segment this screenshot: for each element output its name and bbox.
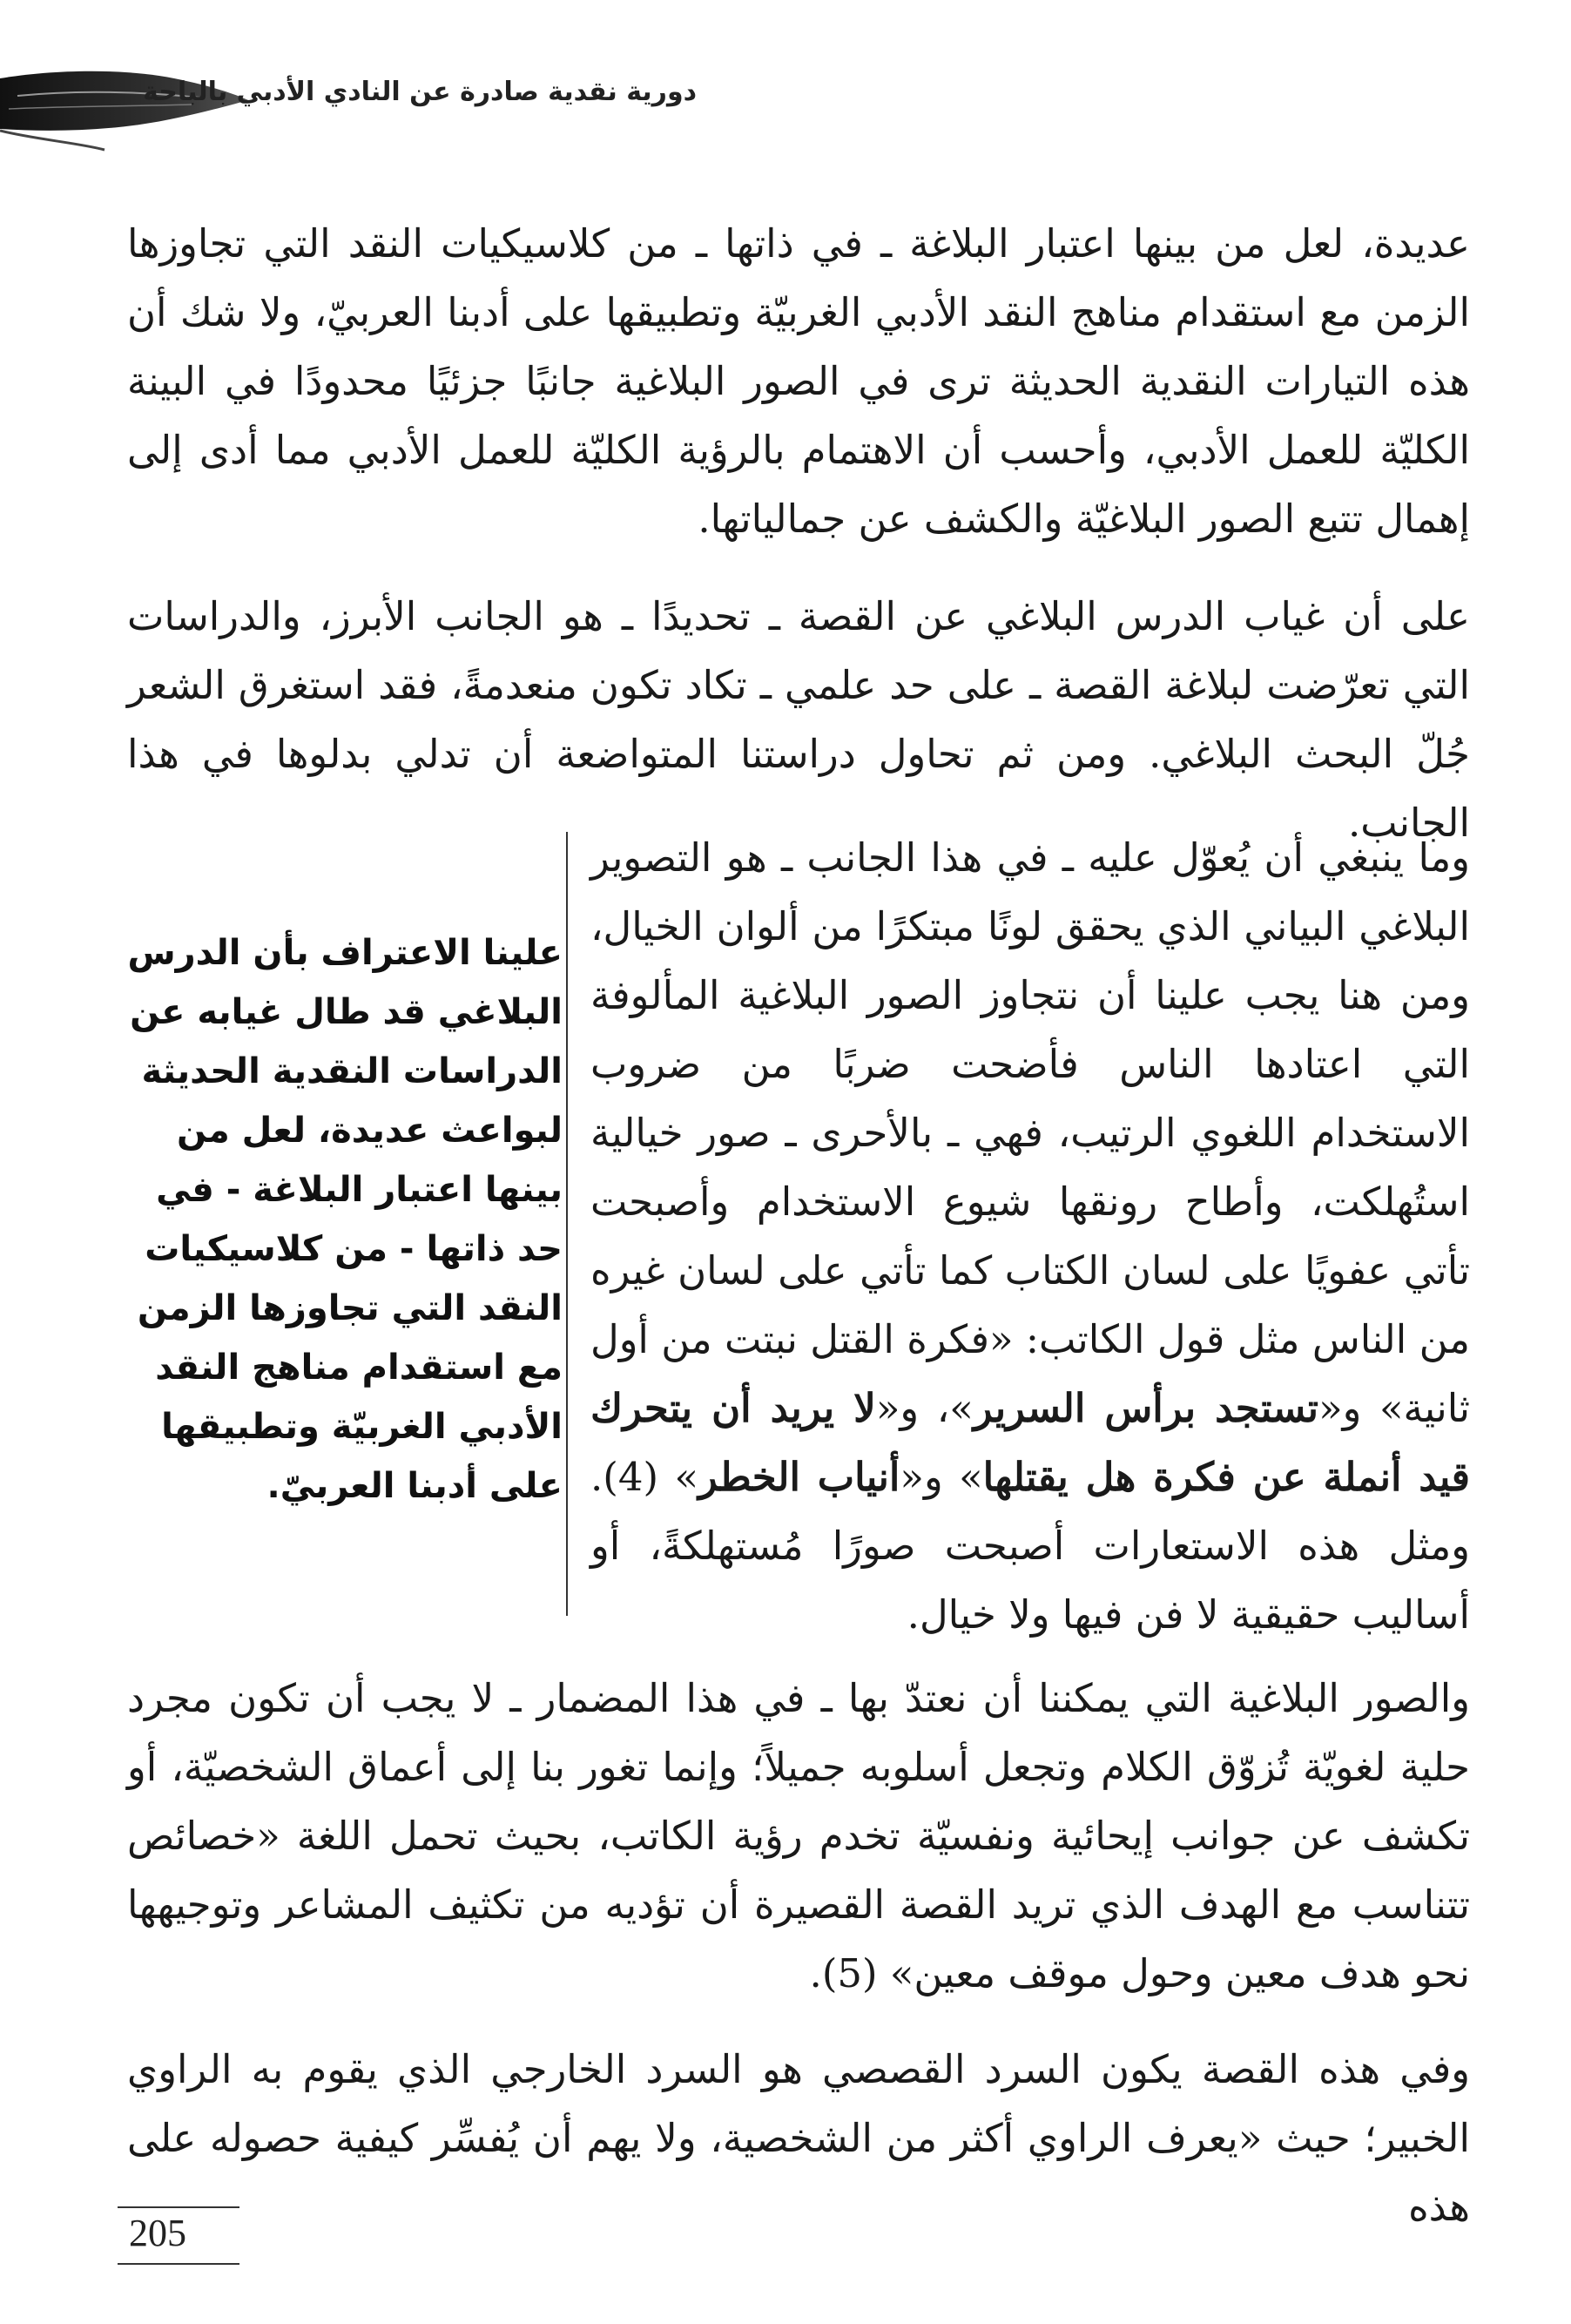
bold-quote: أنياب الخطر (698, 1454, 900, 1500)
paragraph-text: والصور البلاغية التي يمكننا أن نعتدّ بها ـ في هذا المضمار ـ لا يجب أن تكون مجرد حلية لغويّة تُزوّق الكلام وتجعل أسلوبه جميلاً؛ وإنما تغور بنا إلى أعماق الشخصيّة، أو تكشف عن جوانب إيحائية ونفسيّة تخدم رؤية الكاتب، بحيث تحمل اللغة «خصائص تتناسب مع الهدف الذي تريد القصة القصيرة أن تؤديه من تكثيف المشاعر وتوجيهها نحو هدف معين وحول موقف معين» (5). (127, 1675, 1470, 1996)
paragraph-text-part: » (4). ومثل هذه الاستعارات أصبحت صورًا مُستهلكةً، أو أساليب حقيقية لا فن فيها ولا خيال. (590, 1454, 1470, 1638)
page-header (0, 52, 1571, 157)
paragraph-text-part: وما ينبغي أن يُعوّل عليه ـ في هذا الجانب ـ هو التصوير البلاغي البياني الذي يحقق لونًا مبتكرًا من ألوان الخيال، ومن هنا يجب علينا أن نتجاوز الصور البلاغية المألوفة التي اعتادها الناس فأضحت ضربًا من ضروب الاستخدام اللغوي الرتيب، فهي ـ بالأحرى ـ صور خيالية استُهلكت، وأطاح رونقها شيوع الاستخدام وأصبحت تأتي عفويًا على لسان الكتاب كما تأتي على لسان غيره من الناس مثل قول الكاتب: «فكرة القتل نبتت من أول ثانية» و« (590, 834, 1470, 1431)
bold-quote: تستجد برأس السرير (973, 1385, 1319, 1431)
pullquote: علينا الاعتراف بأن الدرس البلاغي قد طال غيابه عن الدراسات النقدية الحديثة لبواعث عديدة، لعل من بينها اعتبار البلاغة - في حد ذاتها - من كلاسيكيات النقد التي تجاوزها الزمن مع استقدام مناهج النقد الأدبي الغربيّة وتطبيقها على أدبنا العربيّ. (127, 933, 563, 1506)
paragraph-5 (127, 2035, 1470, 2241)
journal-header-title: دورية نقدية صادرة عن النادي الأدبي بالباحة (143, 77, 697, 107)
page-number-rule-bottom (118, 2263, 239, 2265)
page-number: 205 (129, 2212, 186, 2254)
paragraph-text: وفي هذه القصة يكون السرد القصصي هو السرد الخارجي الذي يقوم به الراوي الخبير؛ حيث «يعرف الراوي أكثر من الشخصية، ولا يهم أن يُفسِّر كيفية حصوله على هذه (127, 2046, 1470, 2230)
paragraph-text-part: » و« (900, 1454, 983, 1500)
paragraph-3 (590, 823, 1470, 1649)
bold-quote: لا يريد أن يتحرك قيد أنملة عن فكرة هل يقتلها (590, 1385, 1470, 1500)
two-column-section (127, 823, 1470, 1651)
paragraph-1 (127, 209, 1470, 553)
paragraph-4 (127, 1664, 1470, 2008)
paragraph-text: عديدة، لعل من بينها اعتبار البلاغة ـ في ذاتها ـ من كلاسيكيات النقد التي تجاوزها الزمن مع استقدام مناهج النقد الأدبي الغربيّة وتطبيقها على أدبنا العربيّ، ولا شك أن هذه التيارات النقدية الحديثة ترى في الصور البلاغية جانبًا جزئيًا محدودًا في البينة الكليّة للعمل الأدبي، وأحسب أن الاهتمام بالرؤية الكليّة للعمل الأدبي مما أدى إلى إهمال تتبع الصور البلاغيّة والكشف عن جمالياتها. (127, 220, 1470, 542)
column-divider (566, 832, 568, 1616)
paragraph-2 (127, 582, 1470, 857)
page-number-rule-top (118, 2206, 239, 2208)
paragraph-text: على أن غياب الدرس البلاغي عن القصة ـ تحديدًا ـ هو الجانب الأبرز، والدراسات التي تعرّضت لبلاغة القصة ـ على حد علمي ـ تكاد تكون منعدمةً، فقد استغرق الشعر جُلّ البحث البلاغي. ومن ثم تحاول دراستنا المتواضعة أن تدلي بدلوها في هذا الجانب. (127, 593, 1470, 846)
paragraph-text-part: »، و« (875, 1385, 974, 1431)
paragraph-text (590, 823, 1470, 1649)
